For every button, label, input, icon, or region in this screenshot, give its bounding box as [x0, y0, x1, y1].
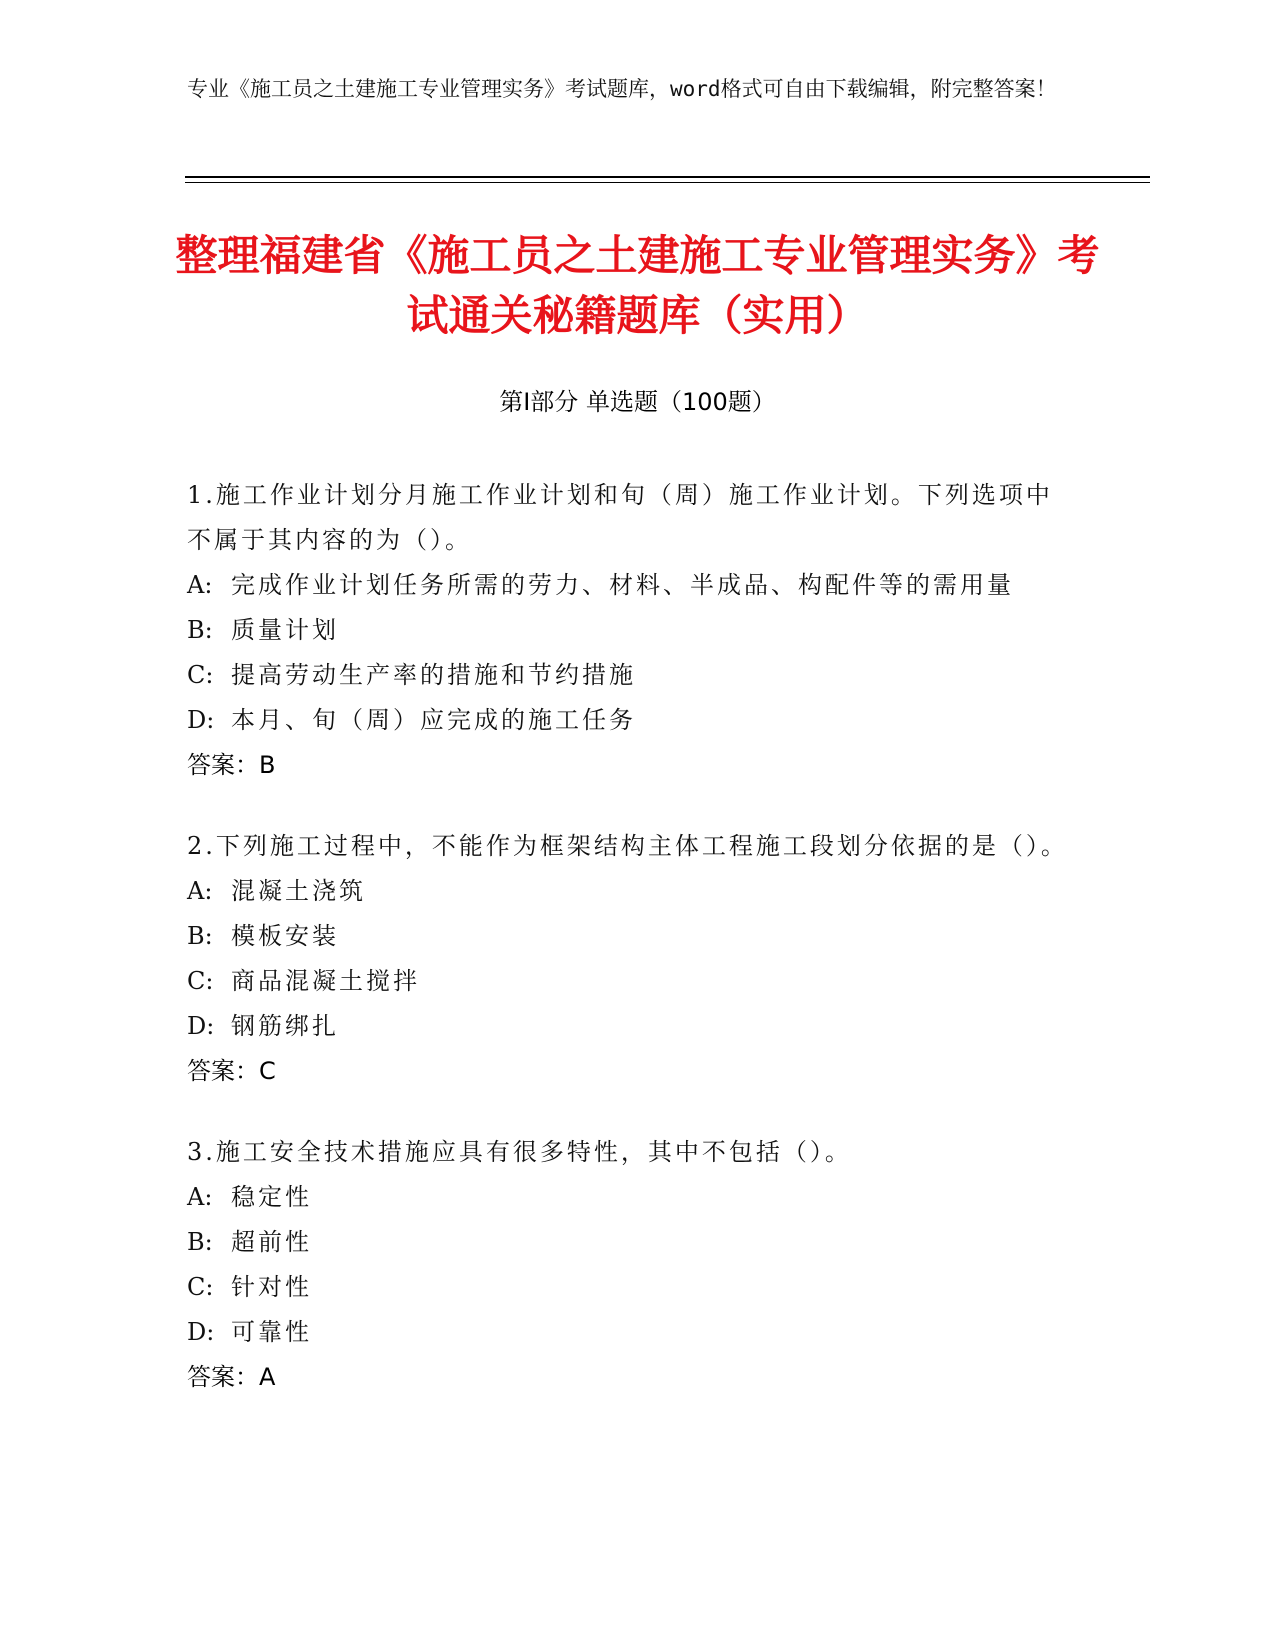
- answer-line: 答案：C: [187, 1057, 276, 1085]
- option-key: C:: [187, 1273, 214, 1301]
- question-list: [187, 473, 1077, 1436]
- question-item: [187, 473, 1077, 788]
- option-text: 提高劳动生产率的措施和节约措施: [231, 661, 636, 689]
- option-text: 质量计划: [231, 616, 339, 644]
- question-stem: 3.施工安全技术措施应具有很多特性，其中不包括（）。: [187, 1138, 852, 1166]
- option-a: [187, 869, 1077, 914]
- option-key: D:: [187, 1318, 215, 1346]
- header-note: 专业《施工员之土建施工专业管理实务》考试题库，word格式可自由下载编辑，附完整答案！: [187, 77, 1057, 101]
- header-divider-thick: [185, 176, 1150, 178]
- option-text: 模板安装: [231, 922, 339, 950]
- option-key: A:: [187, 877, 213, 905]
- option-text: 稳定性: [231, 1183, 312, 1211]
- option-text: 超前性: [231, 1228, 312, 1256]
- option-key: A:: [187, 571, 213, 599]
- option-text: 针对性: [231, 1273, 312, 1301]
- option-d: [187, 1310, 1077, 1355]
- question-stem: 2.下列施工过程中，不能作为框架结构主体工程施工段划分依据的是（）。: [187, 832, 1068, 860]
- option-b: [187, 1220, 1077, 1265]
- option-key: B:: [187, 616, 213, 644]
- option-text: 完成作业计划任务所需的劳力、材料、半成品、构配件等的需用量: [231, 571, 1014, 599]
- option-text: 商品混凝土搅拌: [231, 967, 420, 995]
- option-b: [187, 914, 1077, 959]
- option-key: B:: [187, 922, 213, 950]
- document-title: 整理福建省《施工员之土建施工专业管理实务》考试通关秘籍题库（实用）: [175, 231, 1100, 340]
- option-c: [187, 1265, 1077, 1310]
- option-key: B:: [187, 1228, 213, 1256]
- option-c: [187, 653, 1077, 698]
- option-d: [187, 1004, 1077, 1049]
- option-d: [187, 698, 1077, 743]
- option-text: 钢筋绑扎: [231, 1012, 339, 1040]
- header-divider-thin: [185, 182, 1150, 183]
- option-a: [187, 563, 1077, 608]
- option-text: 可靠性: [231, 1318, 312, 1346]
- question-item: [187, 1130, 1077, 1400]
- option-key: D:: [187, 706, 215, 734]
- option-text: 混凝土浇筑: [231, 877, 366, 905]
- answer-line: 答案：A: [187, 1363, 276, 1391]
- option-key: C:: [187, 967, 214, 995]
- section-heading: 第Ⅰ部分 单选题（100题）: [499, 388, 776, 416]
- option-key: C:: [187, 661, 214, 689]
- question-item: [187, 824, 1077, 1094]
- option-key: A:: [187, 1183, 213, 1211]
- option-c: [187, 959, 1077, 1004]
- option-b: [187, 608, 1077, 653]
- question-stem: 1.施工作业计划分月施工作业计划和旬（周）施工作业计划。下列选项中不属于其内容的为（）。: [187, 481, 1053, 554]
- option-key: D:: [187, 1012, 215, 1040]
- answer-line: 答案：B: [187, 751, 276, 779]
- option-text: 本月、旬（周）应完成的施工任务: [231, 706, 636, 734]
- option-a: [187, 1175, 1077, 1220]
